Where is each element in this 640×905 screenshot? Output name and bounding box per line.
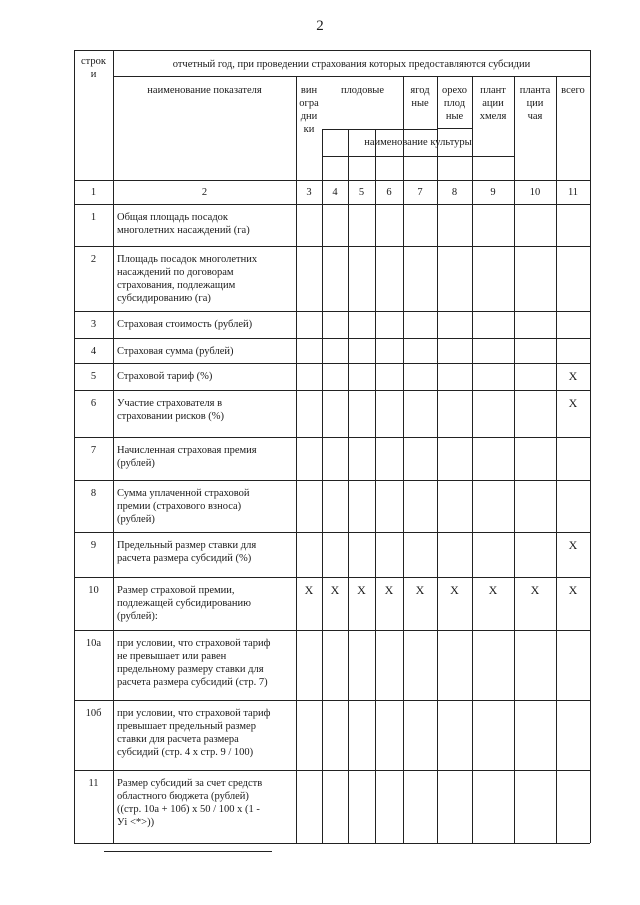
row-number: 11 bbox=[88, 778, 99, 789]
value-cell bbox=[437, 437, 472, 480]
not-applicable-mark: X bbox=[568, 396, 578, 410]
value-cell bbox=[403, 700, 437, 770]
value-cell bbox=[514, 630, 556, 700]
value-cell bbox=[437, 480, 472, 532]
footnote-separator bbox=[104, 851, 272, 852]
value-cell bbox=[403, 311, 437, 338]
value-cell bbox=[348, 246, 375, 311]
header-hop-plantations: плант ации хмеля bbox=[479, 85, 507, 122]
row-number: 2 bbox=[90, 254, 97, 265]
header-vineyards: вин огра дни ки bbox=[299, 85, 319, 135]
indicator-name-header: наименование показателя bbox=[147, 85, 262, 96]
column-number: 8 bbox=[451, 187, 458, 198]
row-number: 6 bbox=[90, 398, 97, 409]
not-applicable-mark: X bbox=[304, 583, 314, 597]
column-number: 4 bbox=[332, 187, 338, 198]
value-cell bbox=[322, 204, 348, 246]
column-number: 2 bbox=[201, 187, 208, 198]
not-applicable-mark: X bbox=[568, 369, 578, 383]
value-cell bbox=[514, 532, 556, 577]
value-cell bbox=[348, 311, 375, 338]
indicator-name: Размер субсидий за счет средств областного бюджета (рублей) ((стр. 10а + 10б) x 50 / 100 x (1 - Уi <*>)) bbox=[117, 778, 263, 828]
table-right-border bbox=[590, 50, 591, 843]
value-cell bbox=[375, 437, 403, 480]
value-cell bbox=[322, 390, 348, 437]
value-cell bbox=[375, 480, 403, 532]
not-applicable-mark: X bbox=[330, 583, 340, 597]
value-cell bbox=[556, 246, 590, 311]
value-cell bbox=[403, 770, 437, 843]
value-cell bbox=[556, 630, 590, 700]
indicator-name: Размер страховой премии, подлежащей субсидированию (рублей): bbox=[117, 585, 251, 622]
value-cell bbox=[514, 700, 556, 770]
row-number: 9 bbox=[90, 540, 97, 551]
value-cell bbox=[296, 311, 322, 338]
value-cell bbox=[556, 437, 590, 480]
row-number: 4 bbox=[90, 346, 97, 357]
value-cell bbox=[375, 532, 403, 577]
value-cell bbox=[514, 338, 556, 363]
value-cell bbox=[472, 338, 514, 363]
value-cell bbox=[296, 390, 322, 437]
indicator-name: при условии, что страховой тариф превышает предельный размер ставки для расчета размера субсидий (стр. 4 x стр. 9 / 100) bbox=[117, 708, 271, 758]
value-cell bbox=[403, 480, 437, 532]
value-cell bbox=[514, 204, 556, 246]
column-number: 1 bbox=[90, 187, 97, 198]
value-cell bbox=[514, 363, 556, 390]
value-cell bbox=[296, 770, 322, 843]
value-cell bbox=[348, 338, 375, 363]
not-applicable-mark: X bbox=[568, 583, 578, 597]
value-cell bbox=[514, 390, 556, 437]
column-number: 7 bbox=[417, 187, 423, 198]
value-cell bbox=[322, 532, 348, 577]
value-cell bbox=[472, 437, 514, 480]
column-number: 9 bbox=[490, 187, 496, 198]
value-cell bbox=[348, 700, 375, 770]
crop-name-subheader: наименование культуры bbox=[364, 137, 472, 148]
header-berry-crops: ягод ные bbox=[410, 85, 430, 109]
row-number: 7 bbox=[90, 445, 97, 456]
value-cell bbox=[296, 532, 322, 577]
value-cell bbox=[322, 363, 348, 390]
value-cell bbox=[437, 630, 472, 700]
value-cell bbox=[322, 246, 348, 311]
value-cell bbox=[348, 770, 375, 843]
row-number-header: строк и bbox=[81, 56, 106, 80]
value-cell bbox=[322, 700, 348, 770]
value-cell bbox=[375, 700, 403, 770]
value-cell bbox=[296, 480, 322, 532]
value-cell bbox=[437, 390, 472, 437]
value-cell bbox=[472, 700, 514, 770]
row-number: 1 bbox=[90, 212, 97, 223]
value-cell bbox=[375, 338, 403, 363]
indicator-name: Предельный размер ставки для расчета размера субсидий (%) bbox=[117, 540, 257, 564]
value-cell bbox=[437, 363, 472, 390]
value-cell bbox=[437, 338, 472, 363]
value-cell bbox=[348, 204, 375, 246]
value-cell bbox=[348, 630, 375, 700]
indicator-name: Страховой тариф (%) bbox=[117, 371, 213, 382]
value-cell bbox=[556, 770, 590, 843]
column-number: 6 bbox=[386, 187, 392, 198]
value-cell bbox=[348, 480, 375, 532]
value-cell bbox=[322, 338, 348, 363]
indicator-name: при условии, что страховой тариф не превышает или равен предельному размеру ставки для расчета размера субсидий (стр. 7) bbox=[117, 638, 271, 688]
value-cell bbox=[375, 363, 403, 390]
value-cell bbox=[375, 246, 403, 311]
not-applicable-mark: X bbox=[384, 583, 394, 597]
value-cell bbox=[322, 480, 348, 532]
row-number: 10 bbox=[88, 585, 99, 596]
page-number: 2 bbox=[316, 18, 324, 34]
indicator-name: Страховая стоимость (рублей) bbox=[117, 319, 253, 330]
column-number: 5 bbox=[358, 187, 365, 198]
value-cell bbox=[514, 437, 556, 480]
row-number: 10б bbox=[85, 708, 102, 719]
header-fruit-crops: плодовые bbox=[340, 85, 385, 96]
value-cell bbox=[556, 700, 590, 770]
value-cell bbox=[296, 204, 322, 246]
value-cell bbox=[403, 204, 437, 246]
not-applicable-mark: X bbox=[488, 583, 498, 597]
value-cell bbox=[296, 437, 322, 480]
header-nut-crops: орехо плод ные bbox=[441, 85, 468, 122]
table-bottom-border bbox=[74, 843, 590, 844]
value-cell bbox=[472, 630, 514, 700]
value-cell bbox=[296, 338, 322, 363]
column-number: 11 bbox=[567, 187, 579, 198]
value-cell bbox=[437, 204, 472, 246]
value-cell bbox=[403, 390, 437, 437]
value-cell bbox=[403, 338, 437, 363]
value-cell bbox=[348, 437, 375, 480]
value-cell bbox=[472, 363, 514, 390]
indicator-name: Сумма уплаченной страховой премии (страхового взноса) (рублей) bbox=[117, 488, 250, 525]
value-cell bbox=[556, 204, 590, 246]
value-cell bbox=[375, 204, 403, 246]
value-cell bbox=[403, 532, 437, 577]
not-applicable-mark: X bbox=[357, 583, 366, 597]
value-cell bbox=[322, 311, 348, 338]
value-cell bbox=[437, 311, 472, 338]
value-cell bbox=[472, 770, 514, 843]
value-cell bbox=[472, 532, 514, 577]
column-number: 10 bbox=[529, 187, 541, 198]
value-cell bbox=[437, 700, 472, 770]
value-cell bbox=[472, 246, 514, 311]
value-cell bbox=[403, 246, 437, 311]
value-cell bbox=[556, 338, 590, 363]
value-cell bbox=[556, 311, 590, 338]
value-cell bbox=[375, 311, 403, 338]
value-cell bbox=[514, 480, 556, 532]
row-number: 10а bbox=[85, 638, 102, 649]
value-cell bbox=[437, 532, 472, 577]
value-cell bbox=[472, 311, 514, 338]
not-applicable-mark: X bbox=[450, 583, 459, 597]
value-cell bbox=[348, 390, 375, 437]
value-cell bbox=[403, 630, 437, 700]
row-number: 3 bbox=[90, 319, 97, 330]
indicator-name: Общая площадь посадок многолетних насаждений (га) bbox=[117, 212, 250, 236]
value-cell bbox=[375, 390, 403, 437]
value-cell bbox=[472, 480, 514, 532]
value-cell bbox=[403, 363, 437, 390]
header-caption: отчетный год, при проведении страхования которых предоставляются субсидии bbox=[172, 59, 531, 70]
not-applicable-mark: X bbox=[415, 583, 425, 597]
value-cell bbox=[375, 770, 403, 843]
not-applicable-mark: X bbox=[568, 538, 578, 552]
column-number: 3 bbox=[306, 187, 312, 198]
indicator-name: Страховая сумма (рублей) bbox=[117, 346, 234, 357]
value-cell bbox=[296, 630, 322, 700]
value-cell bbox=[322, 770, 348, 843]
value-cell bbox=[348, 363, 375, 390]
indicator-name: Участие страхователя в страховании рисков (%) bbox=[117, 398, 225, 422]
value-cell bbox=[322, 630, 348, 700]
indicator-name: Площадь посадок многолетних насаждений по договорам страхования, подлежащим субсидированию (га) bbox=[117, 254, 258, 304]
value-cell bbox=[514, 311, 556, 338]
value-cell bbox=[514, 770, 556, 843]
value-cell bbox=[403, 437, 437, 480]
value-cell bbox=[472, 204, 514, 246]
row-number: 5 bbox=[90, 371, 97, 382]
value-cell bbox=[296, 246, 322, 311]
row-number: 8 bbox=[90, 488, 97, 499]
value-cell bbox=[472, 390, 514, 437]
value-cell bbox=[437, 770, 472, 843]
value-cell bbox=[556, 480, 590, 532]
value-cell bbox=[322, 437, 348, 480]
value-cell bbox=[348, 532, 375, 577]
value-cell bbox=[296, 363, 322, 390]
not-applicable-mark: X bbox=[530, 583, 540, 597]
value-cell bbox=[437, 246, 472, 311]
value-cell bbox=[514, 246, 556, 311]
value-cell bbox=[296, 700, 322, 770]
value-cell bbox=[375, 630, 403, 700]
indicator-name: Начисленная страховая премия (рублей) bbox=[117, 445, 257, 469]
header-total: всего bbox=[561, 85, 585, 96]
header-tea-plantations: планта ции чая bbox=[519, 85, 551, 122]
